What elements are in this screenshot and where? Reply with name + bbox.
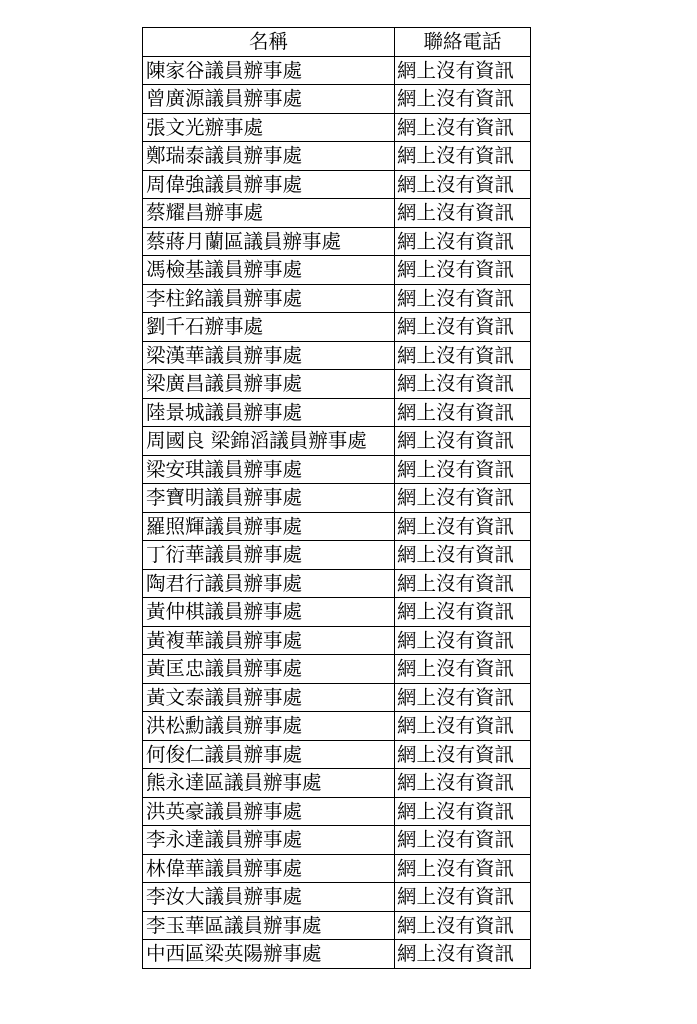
phone-cell: 網上沒有資訊	[395, 911, 531, 940]
phone-cell: 網上沒有資訊	[395, 455, 531, 484]
office-name-cell: 洪松勳議員辦事處	[143, 712, 395, 741]
phone-column-header: 聯絡電話	[395, 28, 531, 57]
office-name-cell: 林偉華議員辦事處	[143, 854, 395, 883]
phone-cell: 網上沒有資訊	[395, 598, 531, 627]
office-name-cell: 李柱銘議員辦事處	[143, 284, 395, 313]
table-body	[143, 56, 531, 968]
phone-cell: 網上沒有資訊	[395, 769, 531, 798]
header-row	[143, 28, 531, 57]
phone-cell: 網上沒有資訊	[395, 370, 531, 399]
table-header	[143, 28, 531, 57]
office-name-cell: 陳家谷議員辦事處	[143, 56, 395, 85]
office-name-cell: 周偉強議員辦事處	[143, 170, 395, 199]
office-name-cell: 熊永達區議員辦事處	[143, 769, 395, 798]
table-row	[143, 940, 531, 969]
phone-cell: 網上沒有資訊	[395, 142, 531, 171]
office-name-cell: 李玉華區議員辦事處	[143, 911, 395, 940]
phone-cell: 網上沒有資訊	[395, 427, 531, 456]
office-name-cell: 丁衍華議員辦事處	[143, 541, 395, 570]
office-name-cell: 李汝大議員辦事處	[143, 883, 395, 912]
phone-cell: 網上沒有資訊	[395, 569, 531, 598]
office-name-cell: 梁漢華議員辦事處	[143, 341, 395, 370]
office-name-cell: 陸景城議員辦事處	[143, 398, 395, 427]
table-row	[143, 712, 531, 741]
office-contact-table	[142, 27, 531, 969]
table-row	[143, 170, 531, 199]
table-row	[143, 484, 531, 513]
office-name-cell: 梁廣昌議員辦事處	[143, 370, 395, 399]
phone-cell: 網上沒有資訊	[395, 341, 531, 370]
office-name-cell: 何俊仁議員辦事處	[143, 740, 395, 769]
phone-cell: 網上沒有資訊	[395, 655, 531, 684]
table-row	[143, 740, 531, 769]
phone-cell: 網上沒有資訊	[395, 256, 531, 285]
table-row	[143, 769, 531, 798]
table-row	[143, 655, 531, 684]
phone-cell: 網上沒有資訊	[395, 854, 531, 883]
table-row	[143, 142, 531, 171]
table-row	[143, 313, 531, 342]
table-row	[143, 284, 531, 313]
office-name-cell: 蔡耀昌辦事處	[143, 199, 395, 228]
name-column-header: 名稱	[143, 28, 395, 57]
phone-cell: 網上沒有資訊	[395, 170, 531, 199]
table-row	[143, 341, 531, 370]
table-row	[143, 541, 531, 570]
office-name-cell: 鄭瑞泰議員辦事處	[143, 142, 395, 171]
table-row	[143, 85, 531, 114]
table-row	[143, 512, 531, 541]
table-row	[143, 683, 531, 712]
office-name-cell: 馮檢基議員辦事處	[143, 256, 395, 285]
phone-cell: 網上沒有資訊	[395, 284, 531, 313]
office-name-cell: 梁安琪議員辦事處	[143, 455, 395, 484]
phone-cell: 網上沒有資訊	[395, 826, 531, 855]
phone-cell: 網上沒有資訊	[395, 199, 531, 228]
office-name-cell: 羅照輝議員辦事處	[143, 512, 395, 541]
phone-cell: 網上沒有資訊	[395, 712, 531, 741]
table-row	[143, 113, 531, 142]
table-row	[143, 797, 531, 826]
table-row	[143, 911, 531, 940]
phone-cell: 網上沒有資訊	[395, 398, 531, 427]
table-row	[143, 826, 531, 855]
office-name-cell: 李永達議員辦事處	[143, 826, 395, 855]
phone-cell: 網上沒有資訊	[395, 797, 531, 826]
phone-cell: 網上沒有資訊	[395, 626, 531, 655]
table-row	[143, 398, 531, 427]
phone-cell: 網上沒有資訊	[395, 940, 531, 969]
table-row	[143, 854, 531, 883]
office-name-cell: 洪英豪議員辦事處	[143, 797, 395, 826]
phone-cell: 網上沒有資訊	[395, 512, 531, 541]
table-row	[143, 199, 531, 228]
office-name-cell: 黃文泰議員辦事處	[143, 683, 395, 712]
table-row	[143, 227, 531, 256]
phone-cell: 網上沒有資訊	[395, 883, 531, 912]
phone-cell: 網上沒有資訊	[395, 313, 531, 342]
office-name-cell: 曾廣源議員辦事處	[143, 85, 395, 114]
office-name-cell: 張文光辦事處	[143, 113, 395, 142]
table-row	[143, 56, 531, 85]
office-name-cell: 陶君行議員辦事處	[143, 569, 395, 598]
phone-cell: 網上沒有資訊	[395, 683, 531, 712]
table-row	[143, 427, 531, 456]
office-name-cell: 中西區梁英陽辦事處	[143, 940, 395, 969]
phone-cell: 網上沒有資訊	[395, 113, 531, 142]
office-name-cell: 黃仲棋議員辦事處	[143, 598, 395, 627]
table-row	[143, 626, 531, 655]
table-row	[143, 598, 531, 627]
office-name-cell: 周國良 梁錦滔議員辦事處	[143, 427, 395, 456]
table-row	[143, 256, 531, 285]
phone-cell: 網上沒有資訊	[395, 227, 531, 256]
phone-cell: 網上沒有資訊	[395, 85, 531, 114]
table-row	[143, 455, 531, 484]
office-name-cell: 劉千石辦事處	[143, 313, 395, 342]
table-row	[143, 569, 531, 598]
office-name-cell: 黃複華議員辦事處	[143, 626, 395, 655]
office-name-cell: 蔡蔣月蘭區議員辦事處	[143, 227, 395, 256]
phone-cell: 網上沒有資訊	[395, 740, 531, 769]
phone-cell: 網上沒有資訊	[395, 541, 531, 570]
table-row	[143, 370, 531, 399]
office-name-cell: 李寶明議員辦事處	[143, 484, 395, 513]
phone-cell: 網上沒有資訊	[395, 56, 531, 85]
table-row	[143, 883, 531, 912]
office-name-cell: 黃匡忠議員辦事處	[143, 655, 395, 684]
phone-cell: 網上沒有資訊	[395, 484, 531, 513]
